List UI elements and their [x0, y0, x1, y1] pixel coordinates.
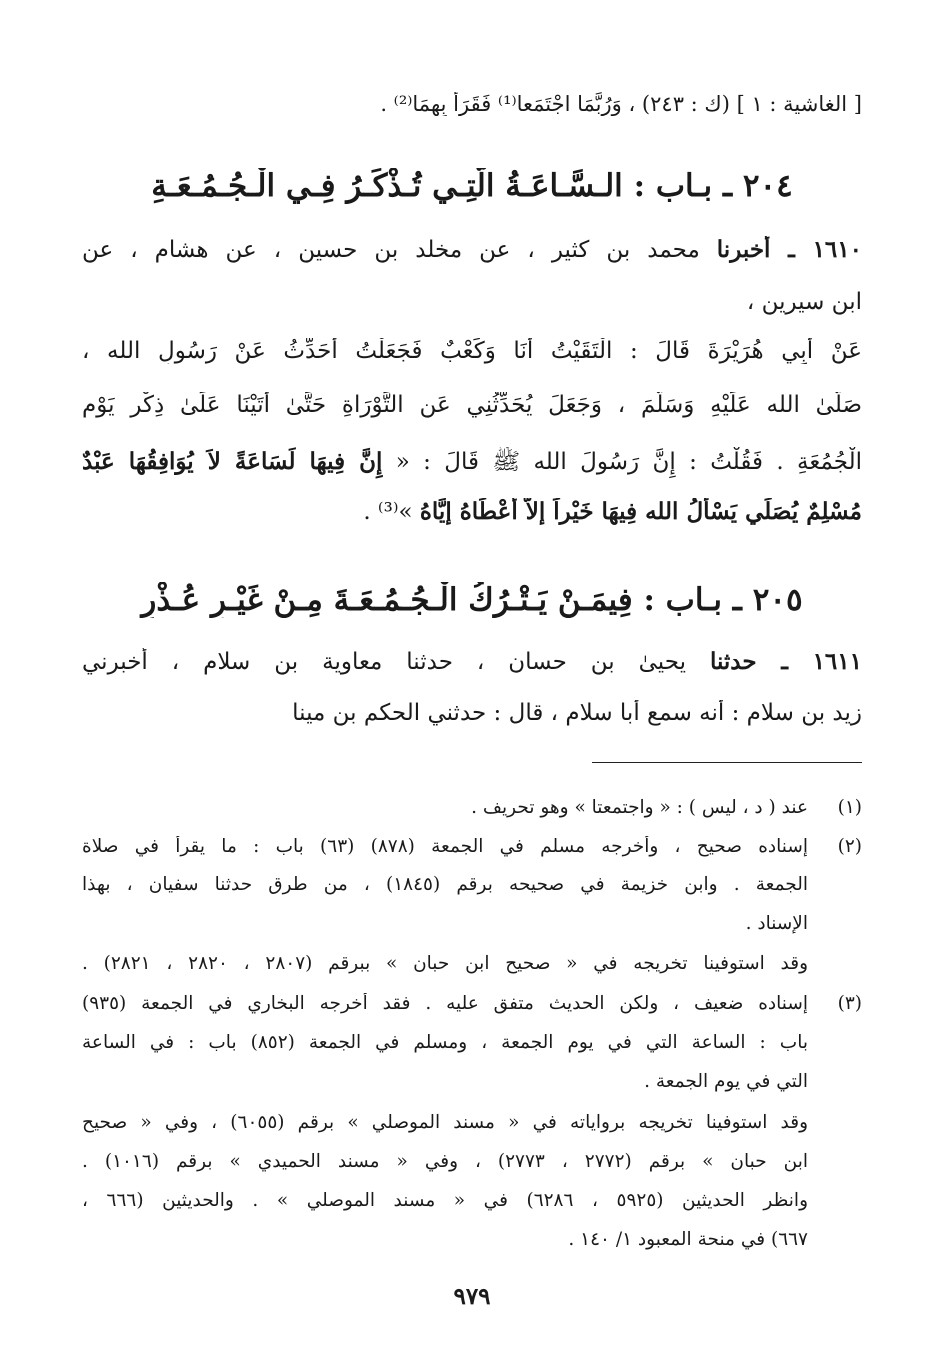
book-page [82, 0, 862, 1370]
hadith-1610-quote-end: »⁽³⁾ . [363, 499, 420, 525]
footnote-3-number: (٣) [837, 993, 862, 1014]
footnote-2-line-4: وقد استوفينا تخريجه في « صحيح ابن حبان » ببرقم (٢٨٠٧ ، ٢٨٢٠ ، ٢٨٢١) . [82, 953, 808, 974]
chapter-204-heading: ٢٠٤ ـ بـاب : الـسَّـاعَـةُ الَّتِـي تُـذْكَـرُ فِـي الْـجُـمُـعَـةِ [151, 168, 793, 204]
hadith-1610-line-2: ابن سيرين ، [746, 289, 862, 315]
hadith-1610-line-5 [82, 447, 862, 481]
hadith-1611-line-1 [82, 648, 862, 675]
footnote-3-line-3: التي في يوم الجمعة . [644, 1071, 808, 1092]
hadith-1610-chain: محمد بن كثير ، عن مخلد بن حسين ، عن هشام ، عن [82, 237, 717, 263]
hadith-1610-line-4: صَلَّىٰ الله عَلَيْهِ وَسَلَّمَ ، وَجَعَلَ يُحَدِّثُنِي عَنِ التَّوْرَاةِ حَتَّىٰ أَتَيْنَا عَلَىٰ ذِكْرِ يَوْمِ [82, 392, 862, 418]
footnote-2-line-2: الجمعة . وابن خزيمة في صحيحه برقم (١٨٤٥) ، من طرق حدثنا سفيان ، بهذا [82, 874, 808, 895]
hadith-1610-line-6 [82, 498, 862, 525]
footnote-3-line-5: ابن حبان » برقم (٢٧٧٢ ، ٢٧٧٣) ، وفي « مسند الحميدي » برقم (١٠١٦) . [82, 1151, 808, 1172]
hadith-1610-narration: الْجُمُعَةِ . فَقُلْتُ : إِنَّ رَسُولَ الله ﷺ قَالَ : « [382, 449, 862, 475]
chapter-205-heading: ٢٠٥ ـ بـاب : فِيمَـنْ يَـتْـرُكُ الْـجُـمُـعَـةَ مِـنْ غَيْـرِ عُـذْرٍ [141, 582, 803, 618]
footnote-2-line-3: الإسناد . [745, 913, 808, 934]
hadith-1610-quote-part-2: مُسْلِمٌ يُصَلِّي يَسْأَلُ الله فِيهَا خَيْراً إِلاَّ أَعْطَاهُ إِيَّاهُ [419, 498, 862, 525]
page-number: ٩٧٩ [453, 1283, 491, 1310]
hadith-1611-chain: يحيىٰ بن حسان ، حدثنا معاوية بن سلام ، أخبرني [82, 649, 710, 675]
hadith-1611-line-2: زيد بن سلام : أنه سمع أبا سلام ، قال : حدثني الحكم بن مينا [292, 700, 862, 726]
footnote-separator [592, 762, 862, 763]
hadith-1610-line-1 [82, 236, 862, 263]
footnote-3-line-2: باب : الساعة التي في يوم الجمعة ، ومسلم في الجمعة (٨٥٢) باب : في الساعة [82, 1032, 808, 1053]
footnote-2-line-1: إسناده صحيح ، وأخرجه مسلم في الجمعة (٨٧٨) (٦٣) باب : ما يقرأ في صلاة [82, 836, 808, 857]
footnote-1-line-1: عند ( د ، ليس ) : « واجتمعتا » وهو تحريف . [471, 797, 808, 818]
footnote-3-line-1: إسناده ضعيف ، ولكن الحديث متفق عليه . فقد أخرجه البخاري في الجمعة (٩٣٥) [82, 993, 808, 1014]
hadith-1610-quote-part-1: إِنَّ فِيهَا لَسَاعَةً لاَ يُوَافِقُهَا عَبْدٌ [82, 448, 383, 475]
hadith-1610-line-3: عَنْ أَبِي هُرَيْرَةَ قَالَ : الْتَقَيْتُ أَنَا وَكَعْبٌ فَجَعَلْتُ أُحَدِّثُ عَنْ رَسُولِ الله ، [82, 338, 862, 364]
footnote-3-line-4: وقد استوفينا تخريجه برواياته في « مسند الموصلي » برقم (٦٠٥٥) ، وفي « صحيح [82, 1112, 808, 1133]
footnote-3-line-7: ٦٦٧) في منحة المعبود ١/ ١٤٠ . [568, 1229, 808, 1250]
footnote-2-number: (٢) [837, 836, 862, 857]
hadith-1611-number: ١٦١١ ـ حدثنا [709, 648, 862, 675]
footnote-3-line-6: وانظر الحديثين (٥٩٢٥ ، ٦٢٨٦) في « مسند الموصلي » . والحديثين (٦٦٦ ، [82, 1190, 808, 1211]
footnote-1-number: (١) [837, 797, 862, 818]
verse-reference-line: [ الغاشية : ١ ] (ك : ٢٤٣) ، وَرُبَّمَا اجْتَمَعا⁽¹⁾ فَقَرَأَ بِهِمَا⁽²⁾ . [380, 92, 862, 116]
hadith-1610-number: ١٦١٠ ـ أخبرنا [716, 236, 862, 263]
